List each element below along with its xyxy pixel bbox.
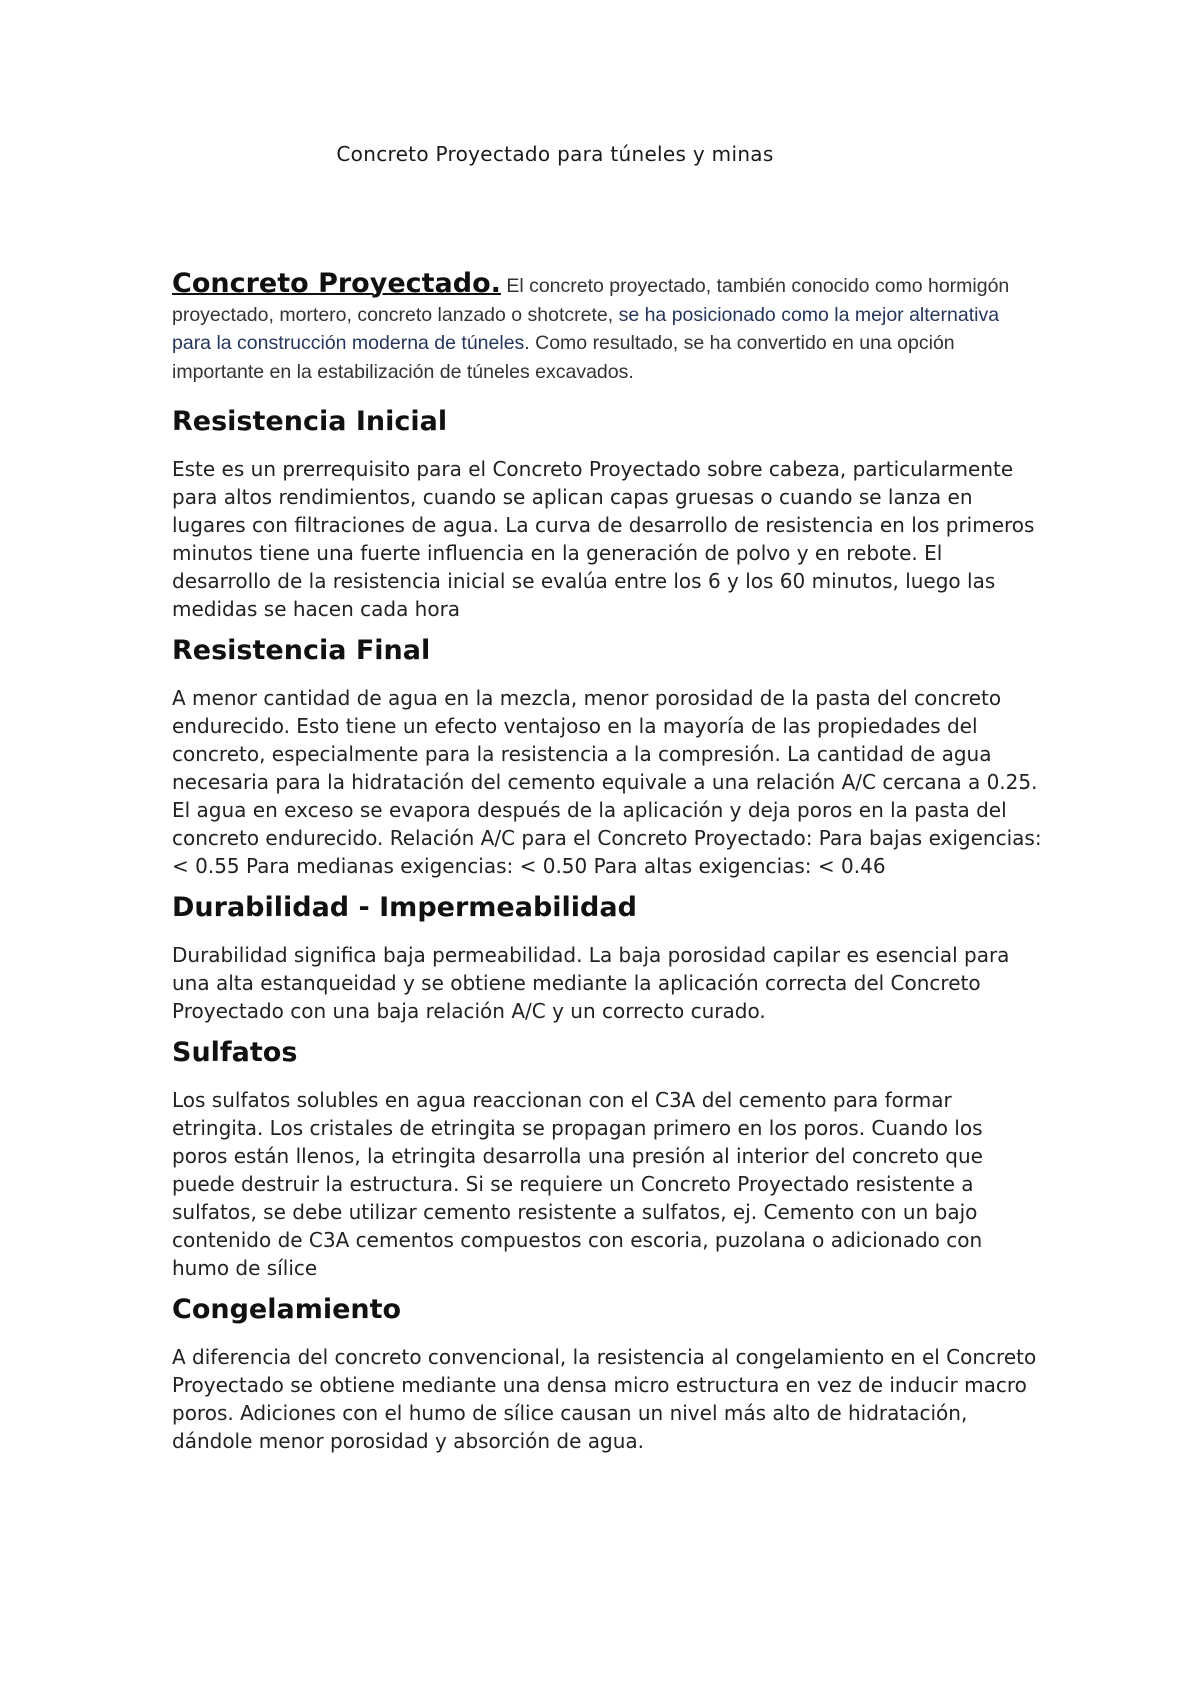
- section-heading-resistencia-inicial: Resistencia Inicial: [172, 406, 448, 437]
- section-body-durabilidad: Durabilidad significa baja permeabilidad. La baja porosidad capilar es esencial para una alta estanqueidad y se obtiene mediante la aplicación correcta del Concreto Proyectado con una baja relación A/C y un correcto curado.: [172, 943, 1010, 1023]
- intro-text: El concreto proyectado, también conocido como hormigón proyectado, mortero, concreto lanzado o shotcrete,: [172, 275, 1010, 326]
- document-title: Concreto Proyectado para túneles y minas: [336, 142, 774, 166]
- intro-highlight-text: se ha posicionado como la mejor alternativa para la construcción moderna de túneles: [172, 303, 1000, 354]
- section-body-congelamiento: A diferencia del concreto convencional, la resistencia al congelamiento en el Concreto Proyectado se obtiene mediante una densa micro estructura en vez de inducir macro poros. Adiciones con el humo de sílice causan un nivel más alto de hidratación, dándole menor porosidad y absorción de agua.: [172, 1345, 1037, 1453]
- section-heading-congelamiento: Congelamiento: [172, 1294, 402, 1325]
- intro-lead-heading: Concreto Proyectado.: [172, 268, 501, 299]
- intro-paragraph: [172, 270, 1042, 386]
- section-body-resistencia-final: A menor cantidad de agua en la mezcla, menor porosidad de la pasta del concreto endurecido. Esto tiene un efecto ventajoso en la mayoría de las propiedades del concreto, especialmente para la resistencia a la compresión. La cantidad de agua necesaria para la hidratación del cemento equivale a una relación A/C cercana a 0.25. El agua en exceso se evapora después de la aplicación y deja poros en la pasta del concreto endurecido. Relación A/C para el Concreto Proyectado: Para bajas exigencias: < 0.55 Para medianas exigencias: < 0.50 Para altas exigencias: < 0.46: [172, 686, 1042, 878]
- section-heading-sulfatos: Sulfatos: [172, 1037, 298, 1068]
- section-body-resistencia-inicial: Este es un prerrequisito para el Concreto Proyectado sobre cabeza, particularmente para altos rendimientos, cuando se aplican capas gruesas o cuando se lanza en lugares con filtraciones de agua. La curva de desarrollo de resistencia en los primeros minutos tiene una fuerte influencia en la generación de polvo y en rebote. El desarrollo de la resistencia inicial se evalúa entre los 6 y los 60 minutos, luego las medidas se hacen cada hora: [172, 457, 1035, 621]
- intro-text-end: . Como resultado, se ha convertido en una opción importante en la estabilización de túneles excavados.: [172, 332, 955, 383]
- section-heading-resistencia-final: Resistencia Final: [172, 635, 431, 666]
- document-content: [172, 270, 1042, 1455]
- section-body-sulfatos: Los sulfatos solubles en agua reaccionan con el C3A del cemento para formar etringita. Los cristales de etringita se propagan primero en los poros. Cuando los poros están llenos, la etringita desarrolla una presión al interior del concreto que puede destruir la estructura. Si se requiere un Concreto Proyectado resistente a sulfatos, se debe utilizar cemento resistente a sulfatos, ej. Cemento con un bajo contenido de C3A cementos compuestos con escoria, puzolana o adicionado con humo de sílice: [172, 1088, 983, 1280]
- section-heading-durabilidad: Durabilidad - Impermeabilidad: [172, 892, 637, 923]
